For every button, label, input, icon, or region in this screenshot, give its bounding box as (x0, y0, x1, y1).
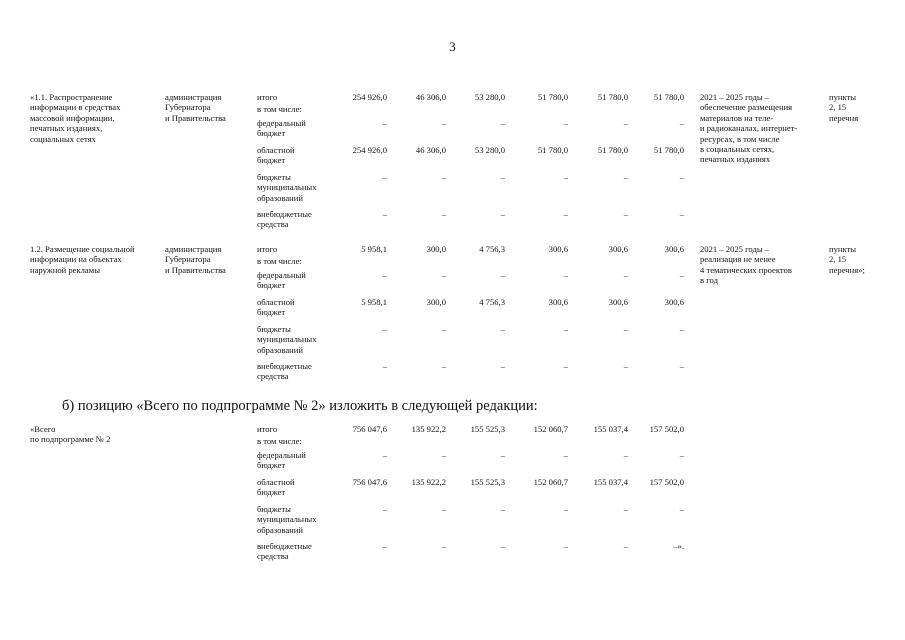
value-cell-total: 155 037,4 (593, 424, 628, 434)
value-cell-extrabudgetary: – (500, 361, 505, 371)
expected-result-line: и радиоканалах, интернет- (700, 123, 798, 134)
row-label-total: итого (257, 92, 278, 102)
value-cell-regional: 53 280,0 (474, 145, 505, 155)
expected-result-line: реализация не менее (700, 254, 776, 265)
row-label-including: в том числе: (257, 104, 302, 114)
executor-line: и Правительства (165, 112, 226, 123)
value-cell-federal: – (382, 118, 387, 128)
value-cell-municipal: – (382, 504, 387, 514)
value-cell-total: 157 502,0 (649, 424, 684, 434)
value-cell-extrabudgetary: – (623, 541, 628, 551)
measure-name-line: массовой информации, (30, 112, 115, 123)
value-cell-municipal: – (623, 504, 628, 514)
row-label-municipal: образований (257, 524, 303, 535)
value-cell-municipal: – (623, 324, 628, 334)
row-label-total: итого (257, 424, 278, 434)
expected-result-line: 2021 – 2025 годы – (700, 92, 770, 102)
value-cell-regional: 152 060,7 (533, 477, 568, 487)
value-cell-extrabudgetary: – (679, 209, 684, 219)
measure-name-line: «1.1. Распространение (30, 92, 113, 102)
reference-line: перечня (829, 112, 859, 123)
value-cell-federal: – (382, 450, 387, 460)
row-label-municipal: бюджеты (257, 172, 291, 182)
reference-line: перечня»; (829, 264, 865, 275)
value-cell-total: 756 047,6 (352, 424, 387, 434)
value-cell-extrabudgetary: – (382, 361, 387, 371)
measure-name-line: информации в средствах (30, 102, 121, 113)
value-cell-total: 4 756,3 (479, 244, 505, 254)
value-cell-total: 53 280,0 (474, 92, 505, 102)
value-cell-federal: – (563, 270, 568, 280)
row-label-municipal: бюджеты (257, 324, 291, 334)
measure-name-line: по подпрограмме № 2 (30, 434, 111, 445)
row-label-federal: бюджет (257, 460, 286, 471)
value-cell-municipal: – (623, 172, 628, 182)
expected-result-line: 2021 – 2025 годы – (700, 244, 770, 254)
value-cell-extrabudgetary: – (382, 209, 387, 219)
value-cell-municipal: – (382, 172, 387, 182)
value-cell-federal: – (563, 450, 568, 460)
executor-line: Губернатора (165, 102, 211, 113)
value-cell-extrabudgetary: – (382, 541, 387, 551)
value-cell-extrabudgetary: –». (673, 541, 684, 551)
row-label-federal: федеральный (257, 270, 306, 280)
value-cell-federal: – (623, 118, 628, 128)
value-cell-extrabudgetary: – (623, 209, 628, 219)
value-cell-regional: 157 502,0 (649, 477, 684, 487)
value-cell-total: 46 306,0 (415, 92, 446, 102)
value-cell-municipal: – (441, 324, 446, 334)
expected-result-line: обеспечение размещения (700, 102, 793, 113)
row-label-municipal: образований (257, 192, 303, 203)
value-cell-regional: 46 306,0 (415, 145, 446, 155)
row-label-municipal: образований (257, 344, 303, 355)
page-number: 3 (449, 39, 456, 54)
measure-name-line: наружной рекламы (30, 264, 100, 275)
measure-name-line: «Всего (30, 424, 56, 434)
value-cell-federal: – (563, 118, 568, 128)
expected-result-line: ресурсах, в том числе (700, 133, 780, 144)
value-cell-extrabudgetary: – (441, 209, 446, 219)
value-cell-municipal: – (382, 324, 387, 334)
row-label-extrabudgetary: средства (257, 219, 289, 230)
value-cell-extrabudgetary: – (623, 361, 628, 371)
value-cell-regional: 51 780,0 (653, 145, 684, 155)
reference-line: пункты (829, 244, 857, 254)
expected-result-line: в год (700, 275, 718, 286)
reference-line: пункты (829, 92, 857, 102)
executor-line: и Правительства (165, 264, 226, 275)
value-cell-municipal: – (679, 504, 684, 514)
value-cell-municipal: – (441, 172, 446, 182)
value-cell-total: 51 780,0 (597, 92, 628, 102)
value-cell-federal: – (679, 450, 684, 460)
value-cell-federal: – (500, 118, 505, 128)
value-cell-extrabudgetary: – (563, 541, 568, 551)
value-cell-municipal: – (500, 324, 505, 334)
row-label-municipal: муниципальных (257, 334, 317, 345)
row-label-regional: областной (257, 297, 295, 307)
row-label-municipal: бюджеты (257, 504, 291, 514)
measure-name-line: печатных изданиях, (30, 123, 103, 134)
value-cell-regional: 155 037,4 (593, 477, 628, 487)
executor-line: администрация (165, 244, 222, 254)
expected-result-line: в социальных сетях, (700, 144, 775, 154)
row-label-including: в том числе: (257, 256, 302, 266)
row-label-extrabudgetary: внебюджетные (257, 361, 312, 371)
value-cell-regional: 300,6 (664, 297, 684, 307)
value-cell-total: 155 525,3 (470, 424, 505, 434)
value-cell-federal: – (441, 118, 446, 128)
value-cell-federal: – (679, 118, 684, 128)
value-cell-regional: 155 525,3 (470, 477, 505, 487)
value-cell-total: 254 926,0 (352, 92, 387, 102)
executor-line: администрация (165, 92, 222, 102)
value-cell-total: 152 060,7 (533, 424, 568, 434)
value-cell-municipal: – (679, 324, 684, 334)
row-label-federal: федеральный (257, 118, 306, 128)
value-cell-regional: 300,6 (548, 297, 568, 307)
row-label-municipal: муниципальных (257, 182, 317, 193)
value-cell-regional: 135 922,2 (411, 477, 446, 487)
value-cell-extrabudgetary: – (563, 361, 568, 371)
value-cell-total: 5 958,1 (361, 244, 387, 254)
value-cell-regional: 51 780,0 (597, 145, 628, 155)
measure-name-line: 1.2. Размещение социальной (30, 244, 135, 254)
measure-name-line: информации на объектах (30, 254, 122, 265)
value-cell-federal: – (441, 450, 446, 460)
row-label-regional: областной (257, 145, 295, 155)
value-cell-extrabudgetary: – (441, 361, 446, 371)
value-cell-regional: 254 926,0 (352, 145, 387, 155)
value-cell-regional: 300,0 (426, 297, 446, 307)
value-cell-total: 135 922,2 (411, 424, 446, 434)
row-label-extrabudgetary: внебюджетные (257, 209, 312, 219)
value-cell-regional: 756 047,6 (352, 477, 387, 487)
section-b-heading: б) позицию «Всего по подпрограмме № 2» изложить в следующей редакции: (62, 398, 538, 414)
value-cell-federal: – (500, 270, 505, 280)
value-cell-regional: 5 958,1 (361, 297, 387, 307)
value-cell-municipal: – (679, 172, 684, 182)
value-cell-extrabudgetary: – (500, 209, 505, 219)
value-cell-total: 300,0 (426, 244, 446, 254)
row-label-federal: бюджет (257, 280, 286, 291)
row-label-extrabudgetary: средства (257, 551, 289, 562)
expected-result-line: печатных изданиях (700, 154, 771, 165)
expected-result-line: 4 тематических проектов (700, 264, 792, 275)
reference-line: 2, 15 (829, 254, 847, 265)
value-cell-extrabudgetary: – (500, 541, 505, 551)
row-label-total: итого (257, 244, 278, 254)
value-cell-total: 51 780,0 (653, 92, 684, 102)
value-cell-total: 300,6 (664, 244, 684, 254)
value-cell-extrabudgetary: – (563, 209, 568, 219)
value-cell-municipal: – (500, 172, 505, 182)
value-cell-municipal: – (563, 324, 568, 334)
value-cell-extrabudgetary: – (679, 361, 684, 371)
value-cell-federal: – (500, 450, 505, 460)
measure-name-line: социальных сетях (30, 133, 96, 144)
value-cell-federal: – (679, 270, 684, 280)
value-cell-total: 300,6 (608, 244, 628, 254)
row-label-regional: областной (257, 477, 295, 487)
value-cell-extrabudgetary: – (441, 541, 446, 551)
expected-result-line: материалов на теле- (700, 112, 774, 123)
row-label-regional: бюджет (257, 307, 286, 318)
row-label-regional: бюджет (257, 487, 286, 498)
value-cell-federal: – (623, 270, 628, 280)
reference-line: 2, 15 (829, 102, 847, 113)
value-cell-total: 300,6 (548, 244, 568, 254)
row-label-extrabudgetary: внебюджетные (257, 541, 312, 551)
value-cell-municipal: – (563, 172, 568, 182)
row-label-federal: бюджет (257, 128, 286, 139)
value-cell-federal: – (623, 450, 628, 460)
value-cell-total: 51 780,0 (537, 92, 568, 102)
row-label-federal: федеральный (257, 450, 306, 460)
value-cell-federal: – (441, 270, 446, 280)
value-cell-federal: – (382, 270, 387, 280)
executor-line: Губернатора (165, 254, 211, 265)
row-label-extrabudgetary: средства (257, 371, 289, 382)
value-cell-municipal: – (563, 504, 568, 514)
value-cell-municipal: – (441, 504, 446, 514)
value-cell-regional: 4 756,3 (479, 297, 505, 307)
value-cell-municipal: – (500, 504, 505, 514)
value-cell-regional: 300,6 (608, 297, 628, 307)
row-label-regional: бюджет (257, 155, 286, 166)
row-label-including: в том числе: (257, 436, 302, 446)
value-cell-regional: 51 780,0 (537, 145, 568, 155)
row-label-municipal: муниципальных (257, 514, 317, 525)
